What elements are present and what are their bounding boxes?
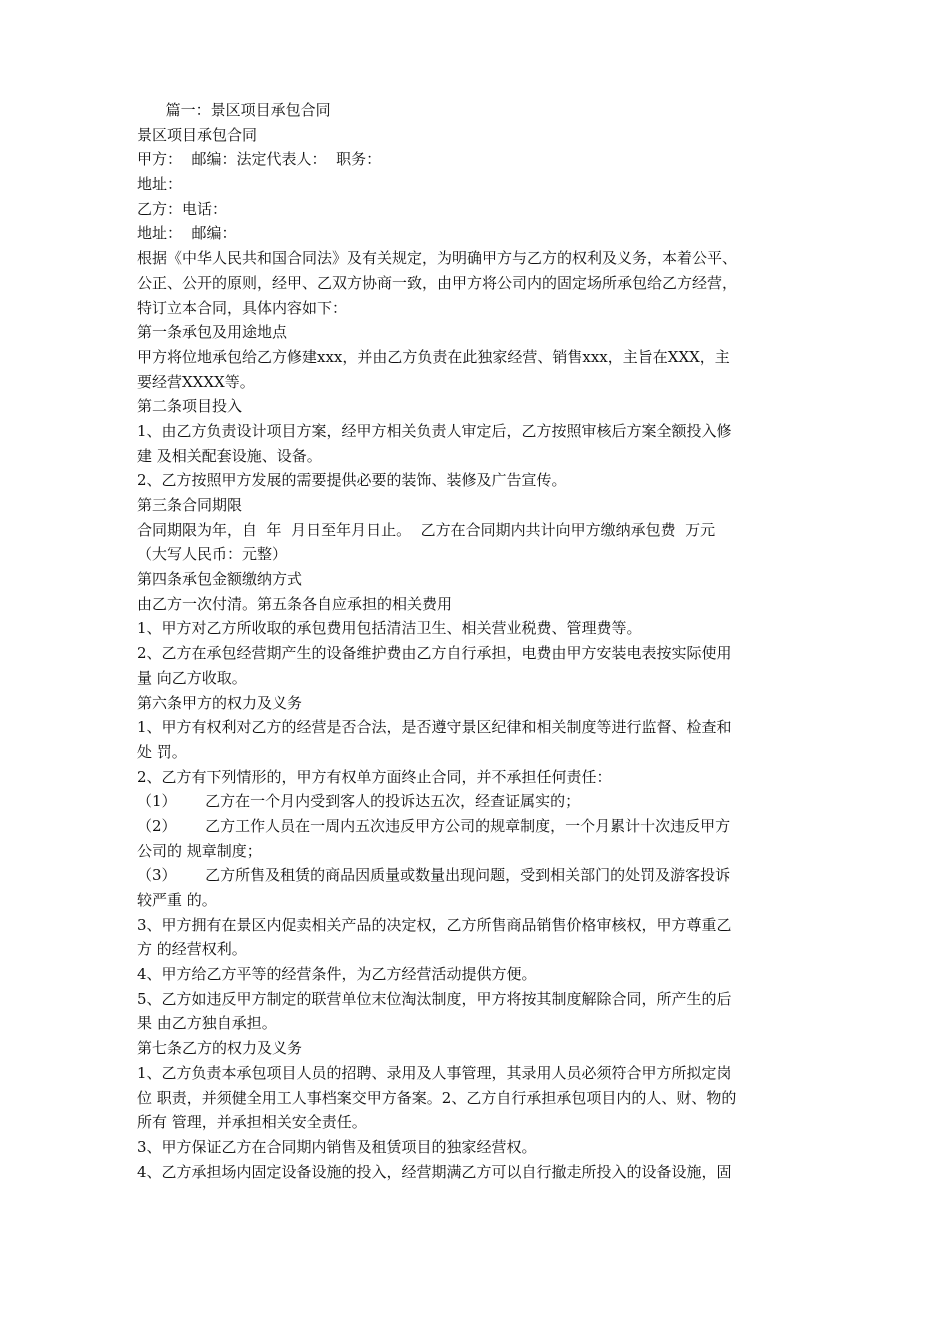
document-line: 公正、公开的原则，经甲、乙双方协商一致，由甲方将公司内的固定场所承包给乙方经营， — [137, 273, 738, 292]
document-line: 2、乙方按照甲方发展的需要提供必要的装饰、装修及广告宣传。 — [137, 471, 567, 490]
document-line: 公司的 规章制度； — [137, 841, 262, 860]
document-line: 第六条甲方的权力及义务 — [137, 693, 303, 712]
document-line: 建 及相关配套设施、设备。 — [137, 446, 322, 465]
document-line: 要经营XXXX等。 — [137, 372, 255, 391]
document-line: （1） 乙方在一个月内受到客人的投诉达五次，经查证属实的； — [137, 792, 581, 811]
document-line: 乙方：电话： — [137, 199, 228, 218]
document-line: 根据《中华人民共和国合同法》及有关规定，为明确甲方与乙方的权利及义务，本着公平、 — [137, 249, 738, 268]
document-line: 1、由乙方负责设计项目方案，经甲方相关负责人审定后，乙方按照审核后方案全额投入修 — [137, 421, 732, 440]
document-line: 方 的经营权利。 — [137, 940, 247, 959]
document-line: 所有 管理，并承担相关安全责任。 — [137, 1113, 367, 1132]
document-line: 3、甲方保证乙方在合同期内销售及租赁项目的独家经营权。 — [137, 1137, 537, 1156]
document-line: 地址： 邮编： — [137, 224, 237, 243]
document-line: 由乙方一次付清。第五条各自应承担的相关费用 — [137, 594, 453, 613]
document-line: 景区项目承包合同 — [137, 125, 258, 144]
document-line: 1、甲方对乙方所收取的承包费用包括清洁卫生、相关营业税费、管理费等。 — [137, 619, 642, 638]
document-line: 4、甲方给乙方平等的经营条件，为乙方经营活动提供方便。 — [137, 965, 537, 984]
document-line: 较严重 的。 — [137, 891, 217, 909]
document-line: 处 罚。 — [137, 742, 187, 761]
document-line: 5、乙方如违反甲方制定的联营单位末位淘汰制度，甲方将按其制度解除合同，所产生的后 — [137, 989, 732, 1008]
document-line: 1、乙方负责本承包项目人员的招聘、录用及人事管理，其录用人员必须符合甲方所拟定岗 — [137, 1063, 732, 1082]
document-line: （3） 乙方所售及租赁的商品因质量或数量出现问题，受到相关部门的处罚及游客投诉 — [137, 866, 731, 885]
document-line: 果 由乙方独自承担。 — [137, 1014, 277, 1033]
document-line: 2、乙方在承包经营期产生的设备维护费由乙方自行承担，电费由甲方安装电表按实际使用 — [137, 644, 732, 663]
document-line: 第三条合同期限 — [137, 496, 243, 514]
document-line: （2） 乙方工作人员在一周内五次违反甲方公司的规章制度，一个月累计十次违反甲方 — [137, 816, 731, 835]
document-line: 2、乙方有下列情形的，甲方有权单方面终止合同，并不承担任何责任： — [137, 767, 612, 786]
document-line: 量 向乙方收取。 — [137, 668, 247, 687]
document-line: 甲方将位地承包给乙方修建xxx，并由乙方负责在此独家经营、销售xxx，主旨在XXX，主 — [137, 347, 730, 366]
document-line: 地址： — [137, 175, 183, 194]
document-line: 甲方： 邮编：法定代表人： 职务： — [137, 150, 382, 169]
document-line: 1、甲方有权利对乙方的经营是否合法，是否遵守景区纪律和相关制度等进行监督、检查和 — [137, 718, 732, 737]
contract-body — [137, 98, 815, 1184]
document-line: （大写人民币：元整） — [137, 545, 288, 564]
document-line: 第二条项目投入 — [137, 397, 243, 416]
document-line: 篇一：景区项目承包合同 — [137, 101, 331, 119]
document-line: 3、甲方拥有在景区内促卖相关产品的决定权，乙方所售商品销售价格审核权，甲方尊重乙 — [137, 915, 732, 934]
document-line: 4、乙方承担场内固定设备设施的投入，经营期满乙方可以自行撤走所投入的设备设施，固 — [137, 1162, 732, 1181]
document-line: 第一条承包及用途地点 — [137, 323, 288, 342]
document-line: 特订立本合同，具体内容如下： — [137, 298, 348, 317]
document-line: 第四条承包金额缴纳方式 — [137, 570, 303, 589]
document-line: 合同期限为年，自 年 月日至年月日止。 乙方在合同期内共计向甲方缴纳承包费 万元 — [137, 520, 716, 539]
document-line: 第七条乙方的权力及义务 — [137, 1039, 303, 1058]
document-line: 位 职责，并须健全用工人事档案交甲方备案。2、乙方自行承担承包项目内的人、财、物的 — [137, 1088, 737, 1107]
